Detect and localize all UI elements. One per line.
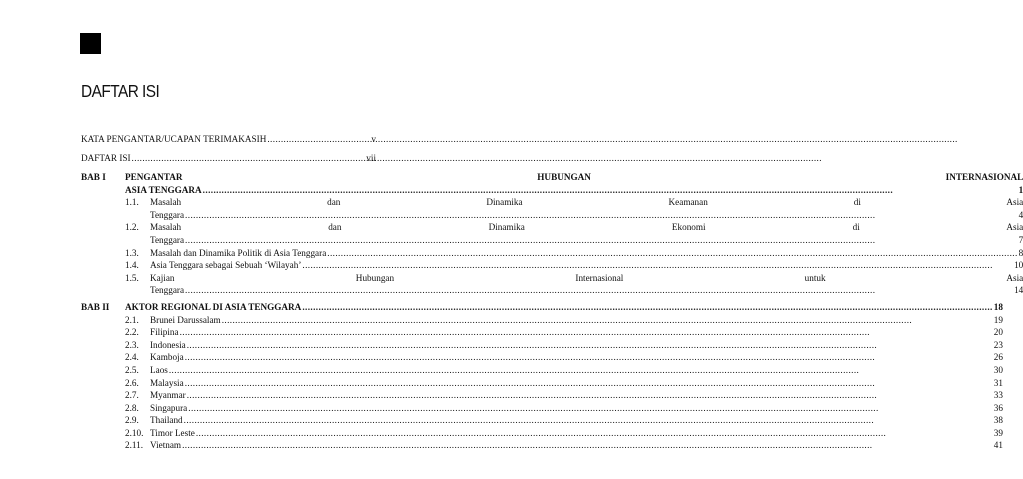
section-title: Laos bbox=[150, 364, 168, 375]
section-title: Filipina bbox=[150, 327, 179, 338]
page-title: DAFTAR ISI bbox=[81, 81, 160, 101]
dot-leader bbox=[185, 285, 1013, 295]
section-page: 38 bbox=[993, 415, 1003, 426]
section-number: 2.2. bbox=[125, 327, 139, 338]
toc-section-1-2[interactable] bbox=[125, 222, 1023, 247]
section-title-line2: Tenggara bbox=[150, 285, 185, 296]
dot-leader bbox=[302, 302, 992, 312]
section-number: 1.1. bbox=[125, 197, 139, 208]
dot-leader bbox=[187, 390, 993, 400]
chapter-title-line1: PENGANTAR HUBUNGAN INTERNASIONAL bbox=[125, 172, 1023, 182]
section-title: Indonesia bbox=[150, 339, 186, 350]
section-title: Asia Tenggara sebagai Sebuah ‘Wilayah’ bbox=[150, 260, 302, 271]
dot-leader bbox=[267, 134, 370, 144]
section-title: Thailand bbox=[150, 415, 183, 426]
chapter-page: 18 bbox=[993, 301, 1003, 312]
section-page: 41 bbox=[993, 440, 1003, 451]
toc-section-1-1[interactable] bbox=[125, 197, 1023, 222]
dot-leader bbox=[187, 340, 993, 350]
toc-section-2-10[interactable] bbox=[125, 428, 1003, 441]
toc-section-2-11[interactable] bbox=[125, 440, 1003, 453]
dot-leader bbox=[327, 248, 1017, 258]
toc-entry-page: vii bbox=[366, 153, 376, 163]
section-title: Vietnam bbox=[150, 440, 182, 451]
table-of-contents bbox=[81, 134, 1023, 453]
toc-section-2-7[interactable] bbox=[125, 390, 1003, 403]
dot-leader bbox=[188, 403, 992, 413]
dot-leader bbox=[185, 352, 993, 362]
dot-leader bbox=[180, 327, 993, 337]
chapter-marker-square bbox=[80, 33, 101, 54]
chapter-title[interactable] bbox=[125, 172, 1023, 185]
toc-section-2-5[interactable] bbox=[125, 365, 1003, 378]
section-number: 2.1. bbox=[125, 314, 139, 325]
section-number: 2.3. bbox=[125, 339, 139, 350]
toc-section-1-3[interactable] bbox=[125, 248, 1023, 261]
section-number: 1.2. bbox=[125, 222, 139, 233]
section-page: 8 bbox=[1018, 247, 1023, 258]
toc-section-2-4[interactable] bbox=[125, 352, 1003, 365]
section-number: 1.5. bbox=[125, 272, 139, 283]
section-page: 39 bbox=[993, 427, 1003, 438]
chapter-title-cont[interactable] bbox=[125, 185, 1023, 198]
toc-section-2-8[interactable] bbox=[125, 403, 1003, 416]
dot-leader bbox=[182, 440, 993, 450]
chapter-page: 1 bbox=[1018, 184, 1023, 195]
section-page: 26 bbox=[993, 352, 1003, 363]
toc-entry-page: v bbox=[371, 134, 376, 144]
chapter-title[interactable] bbox=[125, 302, 1003, 315]
section-page: 36 bbox=[993, 402, 1003, 413]
toc-section-2-6[interactable] bbox=[125, 378, 1003, 391]
section-title: Kamboja bbox=[150, 352, 184, 363]
section-page: 14 bbox=[1014, 285, 1023, 296]
dot-leader bbox=[184, 415, 993, 425]
toc-section-2-2[interactable] bbox=[125, 327, 1003, 340]
chapter-title-line2: ASIA TENGGARA bbox=[125, 184, 202, 195]
section-number: 1.3. bbox=[125, 247, 139, 258]
section-title: Myanmar bbox=[150, 390, 186, 401]
section-title: Singapura bbox=[150, 402, 188, 413]
section-page: 30 bbox=[993, 364, 1003, 375]
section-title: Malaysia bbox=[150, 377, 184, 388]
dot-leader bbox=[132, 153, 366, 163]
section-title: Masalah dan Dinamika Politik di Asia Tenggara bbox=[150, 247, 327, 258]
section-title-line1: Masalah dan Dinamika Keamanan di Asia bbox=[150, 197, 1023, 208]
toc-entry-label: DAFTAR ISI bbox=[81, 153, 131, 163]
section-page: 10 bbox=[1014, 260, 1023, 271]
section-number: 2.9. bbox=[125, 415, 139, 426]
section-title: Timor Leste bbox=[150, 427, 195, 438]
toc-section-2-3[interactable] bbox=[125, 340, 1003, 353]
toc-section-2-9[interactable] bbox=[125, 415, 1003, 428]
dot-leader bbox=[196, 428, 993, 438]
section-number: 2.5. bbox=[125, 364, 139, 375]
section-number: 2.7. bbox=[125, 390, 139, 401]
toc-section-1-5[interactable] bbox=[125, 273, 1023, 298]
section-title-line1: Kajian Hubungan Internasional untuk Asia bbox=[150, 272, 1023, 283]
dot-leader bbox=[222, 315, 993, 325]
section-page: 20 bbox=[993, 327, 1003, 338]
dot-leader bbox=[302, 260, 1013, 270]
toc-entry-label: KATA PENGANTAR/UCAPAN TERIMAKASIH bbox=[81, 134, 267, 144]
section-title-line1: Masalah dan Dinamika Ekonomi di Asia bbox=[150, 222, 1023, 233]
section-number: 1.4. bbox=[125, 260, 139, 271]
chapter-bab-1 bbox=[81, 172, 1023, 298]
dot-leader bbox=[185, 210, 1018, 220]
section-title: Brunei Darussalam bbox=[150, 314, 221, 325]
chapter-number: BAB II bbox=[81, 301, 110, 312]
dot-leader bbox=[185, 235, 1018, 245]
section-page: 23 bbox=[993, 339, 1003, 350]
toc-entry-daftar-isi[interactable] bbox=[81, 153, 376, 172]
section-title-line2: Tenggara bbox=[150, 209, 185, 220]
section-page: 31 bbox=[993, 377, 1003, 388]
chapter-number: BAB I bbox=[81, 172, 106, 182]
section-number: 2.4. bbox=[125, 352, 139, 363]
chapter-title-text: AKTOR REGIONAL DI ASIA TENGGARA bbox=[125, 301, 302, 312]
section-page: 33 bbox=[993, 390, 1003, 401]
section-page: 7 bbox=[1018, 234, 1023, 245]
section-number: 2.6. bbox=[125, 377, 139, 388]
section-page: 19 bbox=[993, 314, 1003, 325]
section-title-line2: Tenggara bbox=[150, 234, 185, 245]
section-number: 2.10. bbox=[125, 427, 144, 438]
toc-section-2-1[interactable] bbox=[125, 315, 1003, 328]
chapter-bab-2 bbox=[81, 301, 1003, 453]
dot-leader bbox=[185, 378, 993, 388]
section-number: 2.11. bbox=[125, 440, 144, 451]
toc-entry-kata-pengantar[interactable] bbox=[81, 134, 376, 153]
toc-section-1-4[interactable] bbox=[125, 260, 1023, 273]
section-page: 4 bbox=[1018, 209, 1023, 220]
section-number: 2.8. bbox=[125, 402, 139, 413]
dot-leader bbox=[203, 185, 1018, 195]
dot-leader bbox=[169, 365, 993, 375]
